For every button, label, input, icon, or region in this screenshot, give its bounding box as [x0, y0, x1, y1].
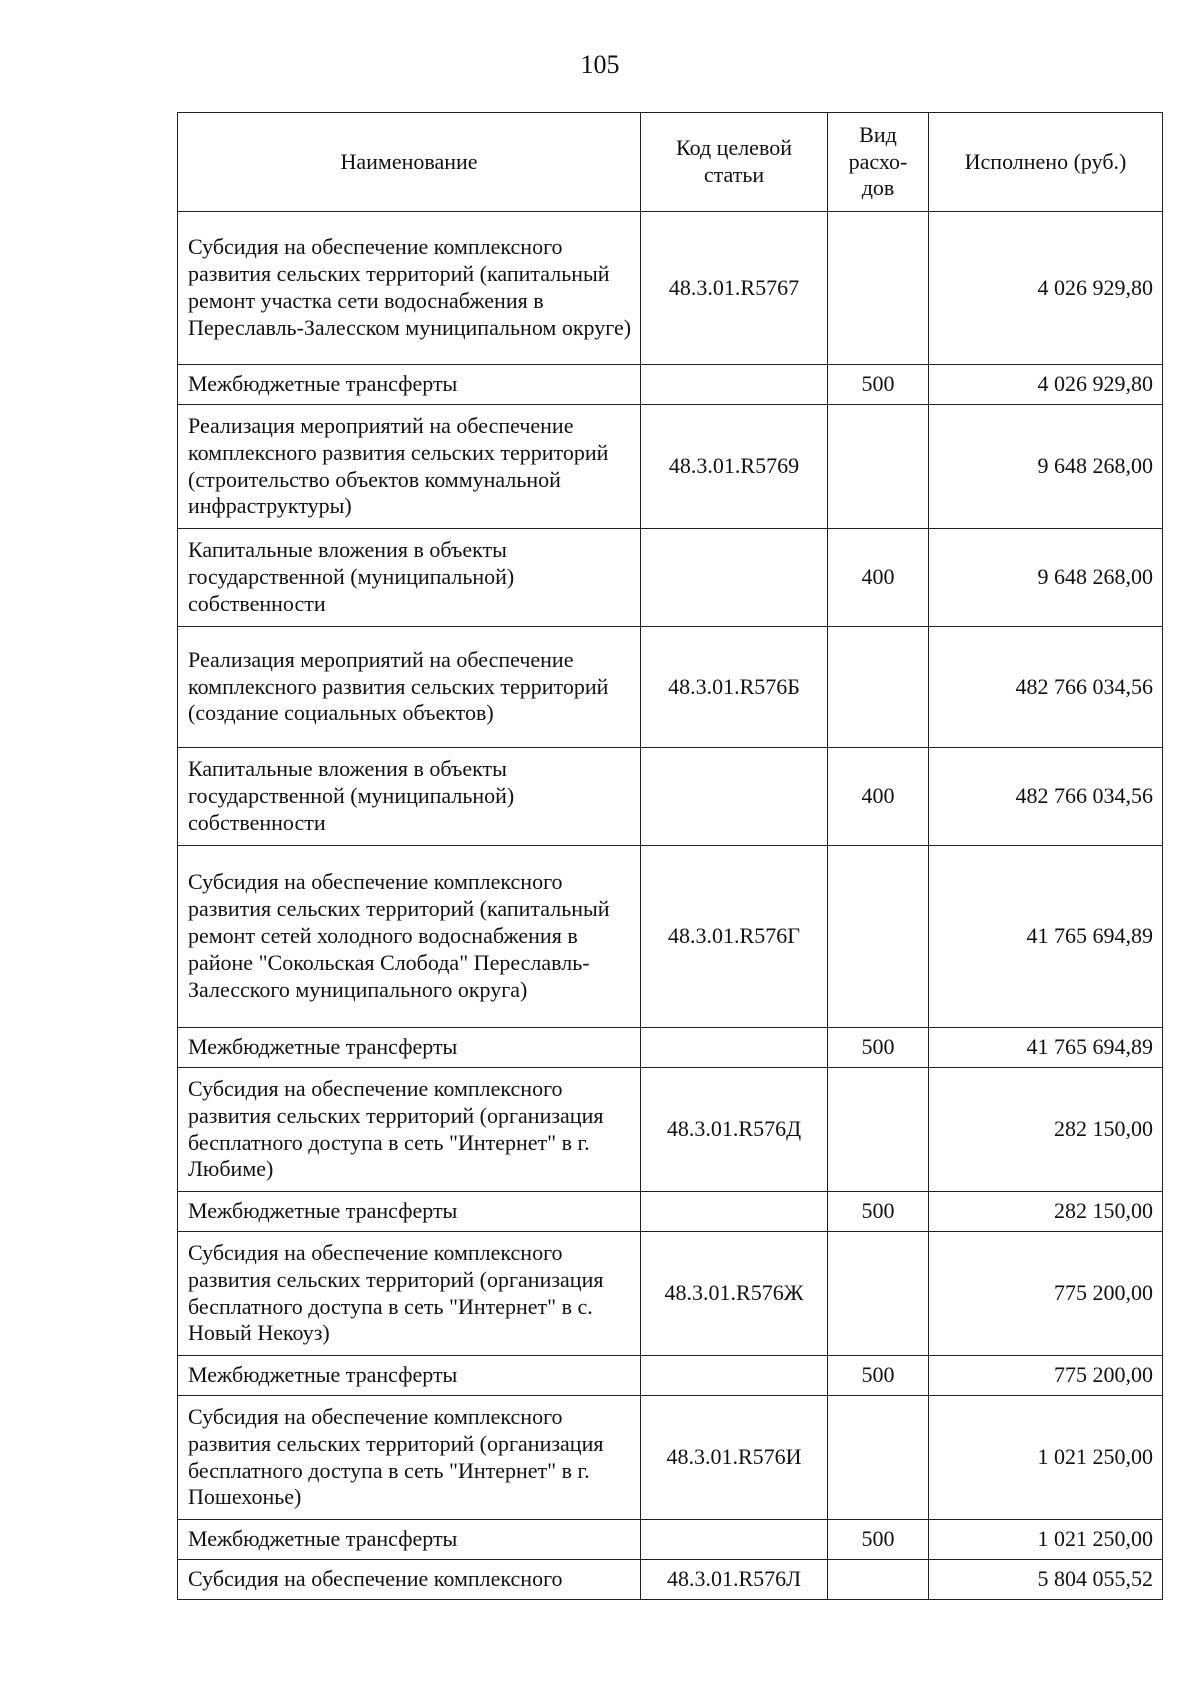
- row-amount: 41 765 694,89: [929, 846, 1163, 1028]
- row-code: [641, 1192, 828, 1232]
- table-row: [178, 1520, 1163, 1560]
- row-amount: 41 765 694,89: [929, 1028, 1163, 1068]
- row-name: Межбюджетные трансферты: [178, 1192, 641, 1232]
- table-row: [178, 1396, 1163, 1520]
- row-code: [641, 1356, 828, 1396]
- budget-table: [177, 112, 1163, 1600]
- table-row: [178, 1028, 1163, 1068]
- table-body: [178, 212, 1163, 1600]
- row-expense-type: [828, 1068, 929, 1192]
- table-row: [178, 212, 1163, 365]
- row-name: Субсидия на обеспечение комплексного развития сельских территорий (капитальный ремонт участка сети водоснабжения в Переславль-Залесском муниципальном округе): [178, 212, 641, 365]
- row-amount: 9 648 268,00: [929, 405, 1163, 529]
- row-name: Капитальные вложения в объекты государственной (муниципальной) собственности: [178, 529, 641, 627]
- table-row: [178, 1068, 1163, 1192]
- row-amount: 4 026 929,80: [929, 365, 1163, 405]
- row-amount: 1 021 250,00: [929, 1396, 1163, 1520]
- header-amount: Исполнено (руб.): [929, 113, 1163, 212]
- row-expense-type: 500: [828, 1192, 929, 1232]
- table-row: [178, 1192, 1163, 1232]
- row-expense-type: [828, 1232, 929, 1356]
- row-amount: 5 804 055,52: [929, 1560, 1163, 1600]
- row-code: 48.3.01.R576Л: [641, 1560, 828, 1600]
- row-code: [641, 529, 828, 627]
- header-row: [178, 113, 1163, 212]
- row-amount: 775 200,00: [929, 1232, 1163, 1356]
- row-code: 48.3.01.R576И: [641, 1396, 828, 1520]
- row-code: 48.3.01.R5769: [641, 405, 828, 529]
- table-row: [178, 1356, 1163, 1396]
- row-code: 48.3.01.R576Ж: [641, 1232, 828, 1356]
- row-amount: 282 150,00: [929, 1192, 1163, 1232]
- row-expense-type: 400: [828, 748, 929, 846]
- row-amount: 775 200,00: [929, 1356, 1163, 1396]
- row-amount: 9 648 268,00: [929, 529, 1163, 627]
- row-amount: 1 021 250,00: [929, 1520, 1163, 1560]
- row-name: Реализация мероприятий на обеспечение комплексного развития сельских территорий (создание социальных объектов): [178, 627, 641, 748]
- table-row: [178, 1232, 1163, 1356]
- row-code: 48.3.01.R576Д: [641, 1068, 828, 1192]
- table-header: [178, 113, 1163, 212]
- row-code: 48.3.01.R576Б: [641, 627, 828, 748]
- row-name: Субсидия на обеспечение комплексного развития сельских территорий (организация бесплатного доступа в сеть "Интернет" в с. Новый Некоуз): [178, 1232, 641, 1356]
- table-row: [178, 1560, 1163, 1600]
- row-code: [641, 365, 828, 405]
- table-row: [178, 846, 1163, 1028]
- row-code: [641, 1028, 828, 1068]
- row-name: Субсидия на обеспечение комплексного развития сельских территорий (капитальный ремонт сетей холодного водоснабжения в районе "Сокольская Слобода" Переславль-Залесского муниципального округа): [178, 846, 641, 1028]
- table-row: [178, 405, 1163, 529]
- row-expense-type: 500: [828, 1356, 929, 1396]
- table-row: [178, 748, 1163, 846]
- row-code: [641, 748, 828, 846]
- row-expense-type: [828, 212, 929, 365]
- row-code: 48.3.01.R576Г: [641, 846, 828, 1028]
- row-name: Субсидия на обеспечение комплексного развития сельских территорий (организация бесплатного доступа в сеть "Интернет" в г. Любиме): [178, 1068, 641, 1192]
- row-name: Субсидия на обеспечение комплексного развития сельских территорий (организация бесплатного доступа в сеть "Интернет" в г. Пошехонье): [178, 1396, 641, 1520]
- row-amount: 482 766 034,56: [929, 748, 1163, 846]
- row-amount: 482 766 034,56: [929, 627, 1163, 748]
- row-expense-type: 500: [828, 1028, 929, 1068]
- row-expense-type: 400: [828, 529, 929, 627]
- row-name: Межбюджетные трансферты: [178, 1028, 641, 1068]
- row-expense-type: [828, 405, 929, 529]
- row-expense-type: 500: [828, 1520, 929, 1560]
- row-expense-type: [828, 1560, 929, 1600]
- row-expense-type: [828, 846, 929, 1028]
- header-name: Наименование: [178, 113, 641, 212]
- table-row: [178, 627, 1163, 748]
- header-expense-type: Вид расхо-дов: [828, 113, 929, 212]
- row-name: Межбюджетные трансферты: [178, 1356, 641, 1396]
- row-expense-type: [828, 627, 929, 748]
- row-expense-type: [828, 1396, 929, 1520]
- row-name: Межбюджетные трансферты: [178, 365, 641, 405]
- header-code: Код целевой статьи: [641, 113, 828, 212]
- row-amount: 4 026 929,80: [929, 212, 1163, 365]
- row-code: [641, 1520, 828, 1560]
- row-code: 48.3.01.R5767: [641, 212, 828, 365]
- table-row: [178, 365, 1163, 405]
- row-name: Субсидия на обеспечение комплексного: [178, 1560, 641, 1600]
- row-name: Межбюджетные трансферты: [178, 1520, 641, 1560]
- row-expense-type: 500: [828, 365, 929, 405]
- page-number: 105: [580, 50, 620, 79]
- row-amount: 282 150,00: [929, 1068, 1163, 1192]
- row-name: Реализация мероприятий на обеспечение комплексного развития сельских территорий (строительство объектов коммунальной инфраструктуры): [178, 405, 641, 529]
- table-row: [178, 529, 1163, 627]
- row-name: Капитальные вложения в объекты государственной (муниципальной) собственности: [178, 748, 641, 846]
